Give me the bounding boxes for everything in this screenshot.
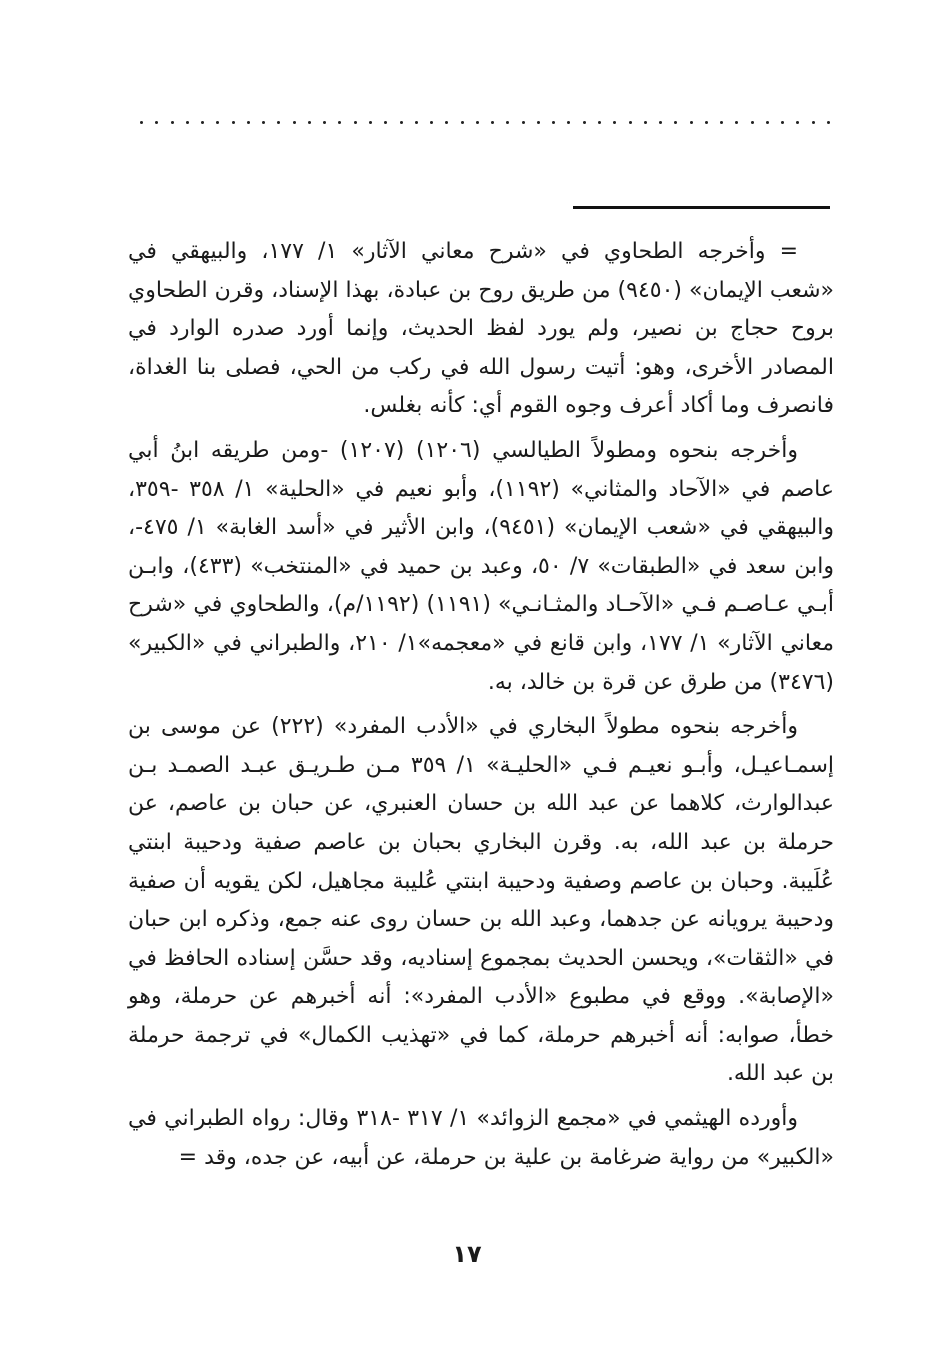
separator-dot <box>400 121 403 124</box>
separator-dot <box>751 121 754 124</box>
separator-dot <box>155 121 158 124</box>
separator-dot <box>552 121 555 124</box>
separator-dot <box>293 121 296 124</box>
separator-dot <box>506 121 509 124</box>
separator-dot <box>445 121 448 124</box>
separator-dot <box>262 121 265 124</box>
separator-dot <box>201 121 204 124</box>
footnote-rule <box>573 206 830 209</box>
separator-dot <box>705 121 708 124</box>
separator-dot <box>629 121 632 124</box>
separator-dot <box>354 121 357 124</box>
footnotes-body <box>128 233 834 1177</box>
separator-dot <box>735 121 738 124</box>
separator-dot <box>338 121 341 124</box>
separator-dot <box>491 121 494 124</box>
separator-dot <box>674 121 677 124</box>
separator-dot <box>766 121 769 124</box>
separator-dot <box>384 121 387 124</box>
separator-dot <box>827 121 830 124</box>
separator-dot <box>522 121 525 124</box>
separator-dot <box>140 121 143 124</box>
separator-dot <box>690 121 693 124</box>
separator-dot <box>323 121 326 124</box>
separator-dot <box>796 121 799 124</box>
separator-dot <box>644 121 647 124</box>
separator-dot <box>659 121 662 124</box>
separator-dot <box>277 121 280 124</box>
separator-dot <box>781 121 784 124</box>
page-number: ١٧ <box>452 1240 482 1268</box>
separator-dot <box>537 121 540 124</box>
separator-dot <box>720 121 723 124</box>
dotted-separator <box>140 112 830 132</box>
separator-dot <box>171 121 174 124</box>
footnote-paragraph: وأخرجه بنحوه مطولاً البخاري في «الأدب المفرد» (٢٢٢) عن موسى بن إسمـاعيـل، وأبـو نعيـم فـي «الحليـة» ١/ ٣٥٩ مـن طـريـق عبـد الصمـد بـن عبدالوارث، كلاهما عن عبد الله بن حسان العنبري، عن حبان بن عاصم، عن حرملة بن عبد الله، به. وقرن البخاري بحبان بن عاصم صفية ودحيبة ابنتي عُلَيبة. وحبان بن عاصم وصفية ودحيبة ابنتي عُليبة مجاهيل، لكن يقويه أن صفية ودحيبة يرويانه عن جدهما، وعبد الله بن حسان روى عنه جمع، وذكره ابن حبان في «الثقات»، ويحسن الحديث بمجموع إسناديه، وقد حسَّن إسناده الحافظ في «الإصابة». ووقع في مطبوع «الأدب المفرد»: أنه أخبرهم عن حرملة، وهو خطأ، صوابه: أنه أخبرهم حرملة، كما في «تهذيب الكمال» في ترجمة حرملة بن عبد الله. <box>128 714 835 1087</box>
separator-dot <box>476 121 479 124</box>
separator-dot <box>369 121 372 124</box>
separator-dot <box>567 121 570 124</box>
separator-dot <box>186 121 189 124</box>
separator-dot <box>247 121 250 124</box>
separator-dot <box>598 121 601 124</box>
separator-dot <box>461 121 464 124</box>
footnote-paragraph: = وأخرجه الطحاوي في «شرح معاني الآثار» ١/ ١٧٧، والبيهقي في «شعب الإيمان» (٩٤٥٠) من طريق روح بن عبادة، بهذا الإسناد، وقرن الطحاوي بروح حجاج بن نصير، ولم يورد لفظ الحديث، وإنما أورد صدره الوارد في المصادر الأخرى، وهو: أتيت رسول الله في ركب من الحي، فصلى بنا الغداة، فانصرف وما أكاد أعرف وجوه القوم أي: كأنه بغلس. <box>128 239 835 419</box>
separator-dot <box>613 121 616 124</box>
separator-dot <box>232 121 235 124</box>
separator-dot <box>415 121 418 124</box>
separator-dot <box>812 121 815 124</box>
separator-dot <box>216 121 219 124</box>
footnote-paragraph: وأخرجه بنحوه ومطولاً الطيالسي (١٢٠٦) (١٢٠٧) -ومن طريقه ابنُ أبي عاصم في «الآحاد والمثاني» (١١٩٢)، وأبو نعيم في «الحلية» ١/ ٣٥٨ -٣٥٩، والبيهقي في «شعب الإيمان» (٩٤٥١)، وابن الأثير في «أسد الغابة» ١/ ٤٧٥-، وابن سعد في «الطبقات» ٧/ ٥٠، وعبد بن حميد في «المنتخب» (٤٣٣)، وابـن أبـي عـاصـم فـي «الآحـاد والمثـانـي» (١١٩١) (١١٩٢/م)، والطحاوي في «شرح معاني الآثار» ١/ ١٧٧، وابن قانع في «معجمه»١/ ٢١٠، والطبراني في «الكبير» (٣٤٧٦) من طرق عن قرة بن خالد، به. <box>128 437 835 695</box>
footnote-paragraph: وأورده الهيثمي في «مجمع الزوائد» ١/ ٣١٧ -٣١٨ وقال: رواه الطبراني في «الكبير» من رواية ضرغامة بن علية بن حرملة، عن أبيه، عن جده، وقد = <box>128 1106 834 1170</box>
separator-dot <box>583 121 586 124</box>
separator-dot <box>308 121 311 124</box>
separator-dot <box>430 121 433 124</box>
